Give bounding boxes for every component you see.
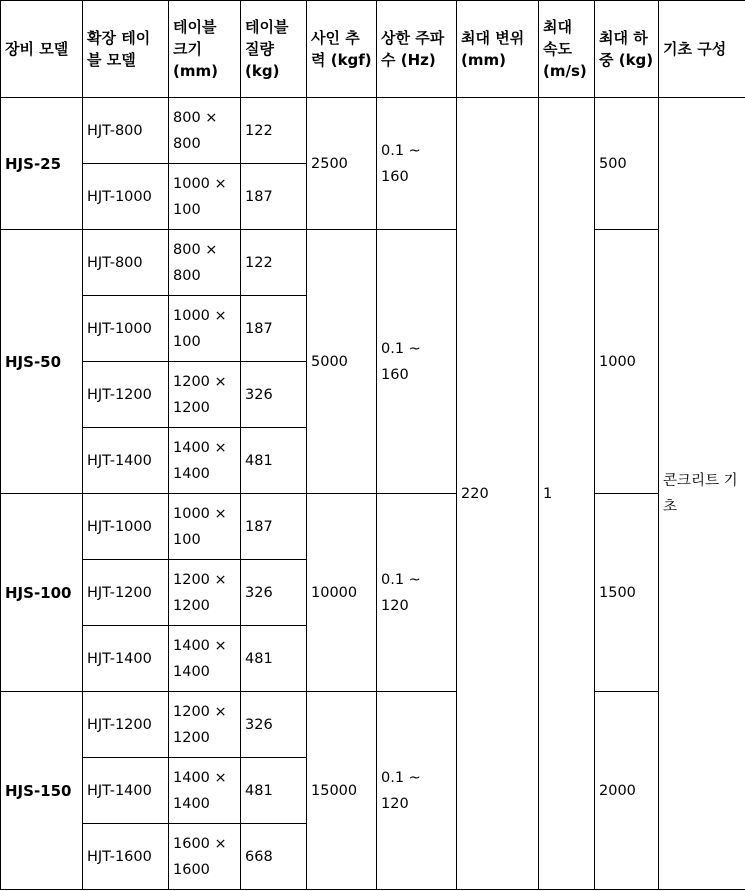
sine-force-cell: 2500 [307, 98, 377, 230]
equipment-model-cell: HJS-150 [1, 692, 83, 890]
table-model-cell: HJT-1000 [83, 164, 169, 230]
sine-force-cell: 15000 [307, 692, 377, 890]
header-max-load: 최대 하중 (kg) [595, 1, 659, 98]
table-mass-cell: 326 [241, 362, 307, 428]
max-load-cell: 500 [595, 98, 659, 230]
table-size-cell: 1400 × 1400 [169, 428, 241, 494]
equipment-model-cell: HJS-50 [1, 230, 83, 494]
table-size-cell: 1000 × 100 [169, 494, 241, 560]
table-model-cell: HJT-1400 [83, 758, 169, 824]
table-model-cell: HJT-1200 [83, 560, 169, 626]
table-model-cell: HJT-1200 [83, 692, 169, 758]
sine-force-cell: 10000 [307, 494, 377, 692]
table-row [1, 494, 745, 560]
max-load-cell: 1500 [595, 494, 659, 692]
header-table-size: 테이블 크기 (mm) [169, 1, 241, 98]
upper-frequency-cell: 0.1 ~ 120 [377, 494, 457, 692]
table-mass-cell: 187 [241, 296, 307, 362]
max-displacement-cell: 220 [457, 98, 539, 890]
table-size-cell: 800 × 800 [169, 98, 241, 164]
header-foundation: 기초 구성 [659, 1, 745, 98]
table-mass-cell: 187 [241, 164, 307, 230]
table-size-cell: 1000 × 100 [169, 164, 241, 230]
table-size-cell: 1200 × 1200 [169, 692, 241, 758]
header-sine-force: 사인 추력 (kgf) [307, 1, 377, 98]
upper-frequency-cell: 0.1 ~ 120 [377, 692, 457, 890]
table-row [1, 230, 745, 296]
equipment-model-cell: HJS-25 [1, 98, 83, 230]
header-upper-frequency: 상한 주파수 (Hz) [377, 1, 457, 98]
header-max-displacement: 최대 변위 (mm) [457, 1, 539, 98]
table-mass-cell: 187 [241, 494, 307, 560]
table-size-cell: 1000 × 100 [169, 296, 241, 362]
table-mass-cell: 122 [241, 98, 307, 164]
upper-frequency-cell: 0.1 ~ 160 [377, 230, 457, 494]
table-size-cell: 1200 × 1200 [169, 362, 241, 428]
upper-frequency-cell: 0.1 ~ 160 [377, 98, 457, 230]
max-speed-cell: 1 [539, 98, 595, 890]
header-max-speed: 최대 속도 (m/s) [539, 1, 595, 98]
table-mass-cell: 122 [241, 230, 307, 296]
max-load-cell: 2000 [595, 692, 659, 890]
header-equipment-model: 장비 모델 [1, 1, 83, 98]
table-mass-cell: 481 [241, 626, 307, 692]
max-load-cell: 1000 [595, 230, 659, 494]
table-size-cell: 800 × 800 [169, 230, 241, 296]
table-mass-cell: 326 [241, 560, 307, 626]
table-size-cell: 1200 × 1200 [169, 560, 241, 626]
sine-force-cell: 5000 [307, 230, 377, 494]
table-row [1, 98, 745, 164]
table-model-cell: HJT-800 [83, 230, 169, 296]
table-model-cell: HJT-1600 [83, 824, 169, 890]
table-model-cell: HJT-1400 [83, 626, 169, 692]
header-table-mass: 테이블 질량 (kg) [241, 1, 307, 98]
header-extension-table-model: 확장 테이블 모델 [83, 1, 169, 98]
table-mass-cell: 668 [241, 824, 307, 890]
table-size-cell: 1600 × 1600 [169, 824, 241, 890]
table-row [1, 692, 745, 758]
table-size-cell: 1400 × 1400 [169, 758, 241, 824]
table-model-cell: HJT-800 [83, 98, 169, 164]
table-model-cell: HJT-1000 [83, 494, 169, 560]
table-model-cell: HJT-1400 [83, 428, 169, 494]
table-model-cell: HJT-1200 [83, 362, 169, 428]
foundation-cell: 콘크리트 기초 [659, 98, 745, 890]
table-mass-cell: 326 [241, 692, 307, 758]
table-mass-cell: 481 [241, 758, 307, 824]
equipment-model-cell: HJS-100 [1, 494, 83, 692]
table-model-cell: HJT-1000 [83, 296, 169, 362]
header-row [1, 1, 745, 98]
table-mass-cell: 481 [241, 428, 307, 494]
table-size-cell: 1400 × 1400 [169, 626, 241, 692]
